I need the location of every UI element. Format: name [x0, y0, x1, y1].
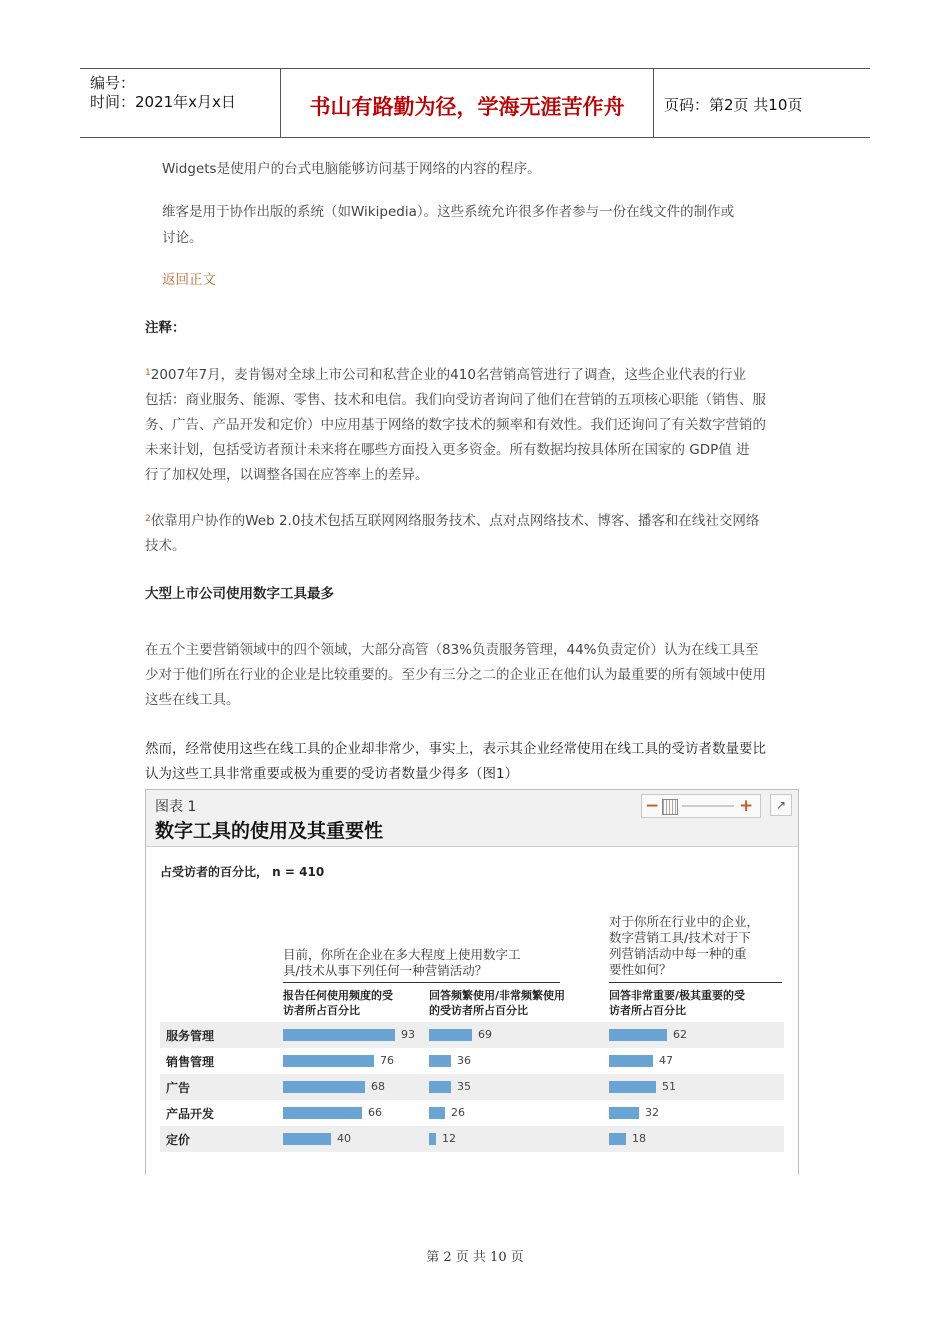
back-to-text-link[interactable]: 返回正文: [162, 272, 216, 288]
question-right-line: 数字营销工具/技术对于下: [609, 930, 751, 945]
bar: [283, 1107, 362, 1119]
header-motto: 书山有路勤为径，学海无涯苦作舟: [309, 94, 625, 119]
data-label: 36: [457, 1054, 471, 1067]
zoom-slider-track[interactable]: [682, 805, 734, 807]
bar: [609, 1081, 656, 1093]
chart-row: [160, 1074, 784, 1100]
wiki-paragraph-line-2: 讨论。: [162, 230, 203, 246]
column-head-line: 访者所占百分比: [283, 1004, 360, 1017]
header-center-cell: [281, 69, 654, 137]
paragraph-1: [145, 638, 810, 713]
zoom-in-button[interactable]: +: [739, 796, 754, 816]
bar: [283, 1081, 365, 1093]
column-head-any-use: [283, 988, 423, 1018]
chart-row: [160, 1022, 784, 1048]
data-label: 12: [442, 1132, 456, 1145]
question-left: [283, 947, 573, 979]
column-head-line: 的受访者所占百分比: [429, 1004, 528, 1017]
header-right-cell: [654, 69, 870, 137]
question-left-line: 目前，你所在企业在多大程度上使用数字工: [283, 947, 521, 962]
note-2-line: 依靠用户协作的Web 2.0技术包括互联网网络服务技术、点对点网络技术、博客、播客和在线社交网络: [150, 513, 760, 529]
rule-right: [609, 982, 782, 983]
category-label: 服务管理: [166, 1029, 215, 1043]
question-left-line: 具/技术从事下列任何一种营销活动？: [283, 963, 488, 978]
note-1-line: 未来计划，包括受访者预计未来将在哪些方面投入更多资金。所有数据均按具体所在国家的 GDP值 进: [145, 442, 750, 458]
note-1: [145, 363, 810, 488]
paragraph-2-line: 认为这些工具非常重要或极为重要的受访者数量少得多（图1）: [145, 766, 519, 782]
paragraph-2-line: 然而，经常使用这些在线工具的企业却非常少，事实上，表示其企业经常使用在线工具的受访者数量要比: [145, 741, 766, 757]
question-right: [609, 914, 789, 978]
bar: [609, 1029, 667, 1041]
note-2-line: 技术。: [145, 538, 186, 554]
data-label: 62: [673, 1028, 687, 1041]
question-right-line: 要性如何？: [609, 962, 672, 977]
bar: [429, 1055, 451, 1067]
header-left-cell: [80, 69, 281, 137]
note-2-marker: 2: [145, 514, 151, 524]
data-label: 40: [337, 1132, 351, 1145]
bar: [429, 1081, 451, 1093]
paragraph-1-line: 少对于他们所在行业的企业是比较重要的。至少有三分之二的企业正在他们认为最重要的所有领域中使用: [145, 667, 766, 683]
rule-left: [283, 982, 560, 983]
data-label: 68: [371, 1080, 385, 1093]
chart-subtitle: 占受访者的百分比， n = 410: [160, 865, 325, 879]
column-head-line: 报告任何使用频度的受: [283, 989, 393, 1002]
chart-row: [160, 1048, 784, 1074]
category-label: 广告: [166, 1081, 191, 1095]
column-head-line: 访者所占百分比: [609, 1004, 686, 1017]
wiki-paragraph-line-1: 维客是用于协作出版的系统（如Wikipedia）。这些系统允许很多作者参与一份在线文件的制作或: [162, 204, 735, 220]
expand-icon[interactable]: ↗: [770, 794, 792, 816]
category-label: 产品开发: [166, 1107, 215, 1121]
data-label: 47: [659, 1054, 673, 1067]
data-label: 26: [451, 1106, 465, 1119]
bar: [429, 1107, 445, 1119]
column-head-frequent-use: [429, 988, 599, 1018]
category-label: 销售管理: [166, 1055, 215, 1069]
bar: [429, 1029, 472, 1041]
paragraph-1-line: 这些在线工具。: [145, 692, 240, 708]
grid-icon[interactable]: [662, 799, 678, 815]
bar: [283, 1133, 331, 1145]
bar: [283, 1029, 395, 1041]
column-head-line: 回答频繁使用/非常频繁使用: [429, 989, 566, 1002]
bar: [609, 1133, 626, 1145]
figure-header: [146, 790, 798, 847]
note-1-line: 包括：商业服务、能源、零售、技术和电信。我们向受访者询问了他们在营销的五项核心职能（销售、服: [145, 392, 766, 408]
widgets-paragraph: Widgets是使用户的台式电脑能够访问基于网络的内容的程序。: [162, 161, 541, 177]
zoom-out-button[interactable]: −: [645, 796, 660, 816]
bar: [283, 1055, 374, 1067]
chart-row: [160, 1100, 784, 1126]
doc-number-label: 编号：: [90, 74, 136, 92]
figure-chart-panel: [145, 789, 799, 1175]
bar: [609, 1107, 639, 1119]
paragraph-1-line: 在五个主要营销领域中的四个领域，大部分高管（83%负责服务管理，44%负责定价）认为在线工具至: [145, 642, 759, 658]
column-head-line: 回答非常重要/极其重要的受: [609, 989, 746, 1002]
notes-heading: 注释：: [145, 320, 186, 336]
doc-date-label: 时间：2021年x月x日: [90, 93, 236, 111]
data-label: 66: [368, 1106, 382, 1119]
note-1-line: 务、广告、产品开发和定价）中应用基于网络的数字技术的频率和有效性。我们还询问了有关数字营销的: [145, 417, 766, 433]
note-1-line: 行了加权处理，以调整各国在应答率上的差异。: [145, 467, 429, 483]
data-label: 32: [645, 1106, 659, 1119]
data-label: 76: [380, 1054, 394, 1067]
bar: [609, 1055, 653, 1067]
paragraph-2: [145, 737, 810, 787]
header-page-label: 页码：第2页 共10页: [664, 96, 803, 114]
data-label: 35: [457, 1080, 471, 1093]
data-label: 69: [478, 1028, 492, 1041]
column-head-importance: [609, 988, 784, 1018]
section-heading: 大型上市公司使用数字工具最多: [145, 586, 334, 602]
figure-label: 图表 1: [155, 799, 197, 815]
data-label: 93: [401, 1028, 415, 1041]
chart-row: [160, 1126, 784, 1152]
page-header: [80, 68, 870, 138]
question-right-line: 对于你所在行业中的企业，: [609, 914, 760, 929]
note-1-line: 2007年7月，麦肯锡对全球上市公司和私营企业的410名营销高管进行了调查，这些企业代表的行业: [150, 367, 746, 383]
data-label: 18: [632, 1132, 646, 1145]
note-2: [145, 509, 810, 559]
question-right-line: 列营销活动中每一种的重: [609, 946, 747, 961]
data-label: 51: [662, 1080, 676, 1093]
zoom-control: [641, 794, 761, 818]
note-1-marker: 1: [145, 368, 151, 378]
category-label: 定价: [166, 1133, 191, 1147]
page-footer: 第 2 页 共 10 页: [426, 1250, 524, 1265]
figure-title: 数字工具的使用及其重要性: [155, 820, 384, 842]
bar: [429, 1133, 436, 1145]
